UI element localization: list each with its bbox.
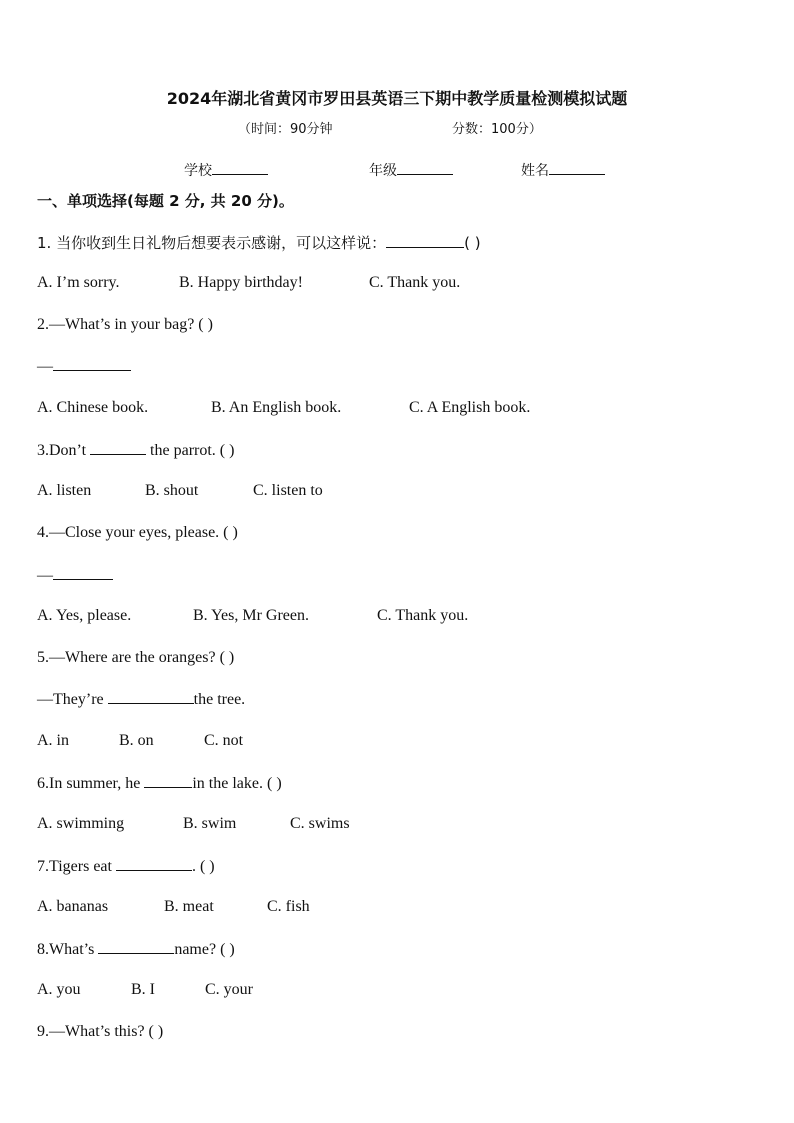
grade-blank[interactable] (397, 160, 453, 175)
q8-option-a[interactable]: A. you (37, 981, 81, 998)
q7-blank[interactable] (116, 857, 192, 871)
q3-blank[interactable] (90, 441, 146, 455)
question-3-stem: 3.Don’t the parrot. ( ) (37, 442, 235, 459)
q6-option-a[interactable]: A. swimming (37, 815, 125, 832)
q2-answer-line: — (37, 357, 131, 376)
name-field[interactable] (521, 160, 605, 180)
q6-option-b[interactable]: B. swim (183, 815, 237, 832)
q5-blank[interactable] (108, 690, 194, 704)
school-label: 学校 (184, 163, 212, 179)
q3-option-a[interactable]: A. listen (37, 482, 92, 499)
q4-option-b[interactable]: B. Yes, Mr Green. (193, 607, 309, 624)
question-7-stem: 7.Tigers eat . ( ) (37, 858, 215, 875)
name-blank[interactable] (549, 160, 605, 175)
section-heading: 一、单项选择(每题 2 分, 共 20 分)。 (37, 192, 294, 210)
q8-blank[interactable] (98, 940, 174, 954)
q3-option-c[interactable]: C. listen to (253, 482, 323, 499)
q1-blank[interactable] (386, 234, 464, 248)
q5-answer-line: —They’re the tree. (37, 691, 246, 708)
school-field[interactable] (184, 160, 268, 180)
q4-option-c[interactable]: C. Thank you. (377, 607, 469, 624)
q1-option-c[interactable]: C. Thank you. (369, 274, 461, 291)
q2-option-a[interactable]: A. Chinese book. (37, 399, 149, 416)
q8-option-b[interactable]: B. I (131, 981, 155, 998)
q2-option-b[interactable]: B. An English book. (211, 399, 342, 416)
q7-option-a[interactable]: A. bananas (37, 898, 109, 915)
question-6-stem: 6.In summer, he in the lake. ( ) (37, 775, 282, 792)
school-blank[interactable] (212, 160, 268, 175)
q2-blank[interactable] (53, 357, 131, 371)
q8-option-c[interactable]: C. your (205, 981, 253, 998)
question-1-stem: 1. 当你收到生日礼物后想要表示感谢，可以这样说： ( ) (37, 234, 481, 252)
q4-answer-line: — (37, 566, 113, 585)
q7-option-b[interactable]: B. meat (164, 898, 214, 915)
q5-option-c[interactable]: C. not (204, 732, 244, 749)
question-2-stem: 2.—What’s in your bag? ( ) (37, 316, 213, 333)
exam-score: 分数：100分） (452, 122, 542, 137)
question-4-stem: 4.—Close your eyes, please. ( ) (37, 524, 238, 541)
question-8-stem: 8.What’s name? ( ) (37, 941, 235, 958)
q2-option-c[interactable]: C. A English book. (409, 399, 531, 416)
page-title: 2024年湖北省黄冈市罗田县英语三下期中教学质量检测模拟试题 (166, 89, 628, 108)
q1-option-b[interactable]: B. Happy birthday! (179, 274, 303, 291)
exam-time: （时间：90分钟 (238, 122, 333, 137)
q6-option-c[interactable]: C. swims (290, 815, 350, 832)
question-5-stem: 5.—Where are the oranges? ( ) (37, 649, 235, 666)
q5-option-a[interactable]: A. in (37, 732, 69, 749)
question-9-stem: 9.—What’s this? ( ) (37, 1023, 164, 1040)
q4-blank[interactable] (53, 566, 113, 580)
q6-blank[interactable] (144, 774, 192, 788)
q5-option-b[interactable]: B. on (119, 732, 154, 749)
q1-option-a[interactable]: A. I’m sorry. (37, 274, 120, 291)
q3-option-b[interactable]: B. shout (145, 482, 199, 499)
q7-option-c[interactable]: C. fish (267, 898, 310, 915)
name-label: 姓名 (521, 163, 549, 179)
grade-field[interactable] (369, 160, 453, 180)
grade-label: 年级 (369, 163, 397, 179)
q4-option-a[interactable]: A. Yes, please. (37, 607, 132, 624)
